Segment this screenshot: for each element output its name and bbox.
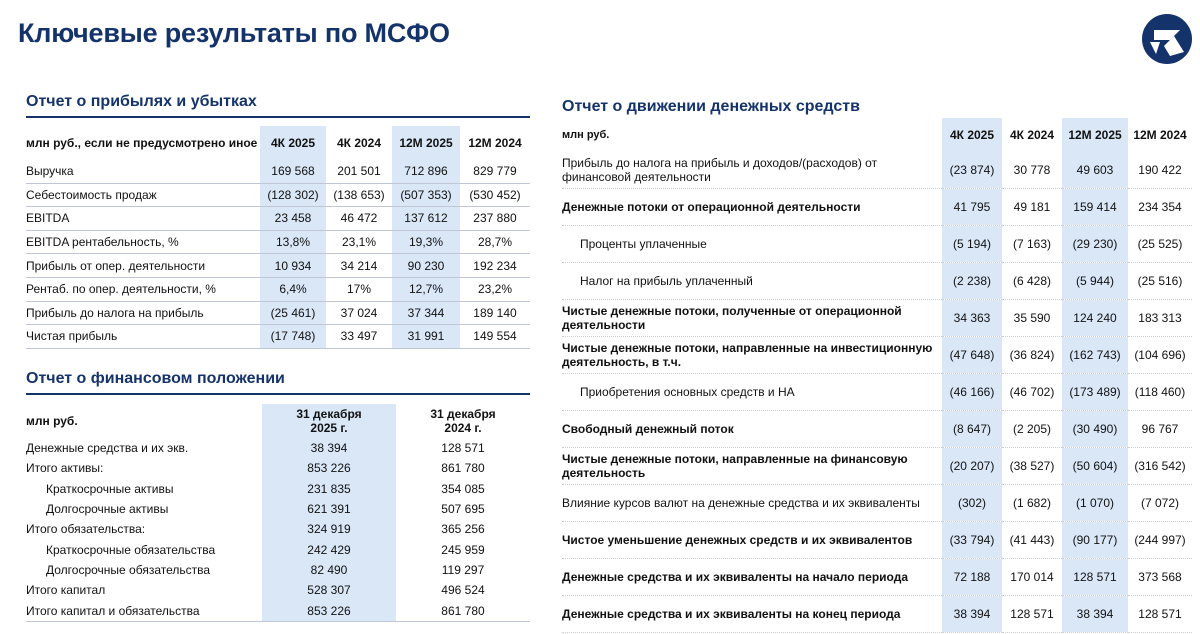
cell-value: (6 428) (1002, 263, 1062, 300)
cell-value: 861 780 (396, 600, 530, 621)
table-row (562, 522, 1192, 559)
cell-value: 128 571 (441, 441, 485, 456)
cell-value: 137 612 (392, 207, 460, 231)
cell-value: 72 188 (942, 559, 1002, 596)
cell-value: 853 226 (262, 600, 396, 621)
table-row (26, 438, 530, 458)
cell-value: (29 230) (1062, 226, 1128, 263)
cell-value: 861 780 (441, 461, 485, 476)
table-header-row (562, 118, 1192, 152)
cell-value: (30 490) (1062, 411, 1128, 448)
table-row (562, 411, 1192, 448)
table-row (562, 263, 1192, 300)
cell-value: 245 959 (441, 542, 485, 557)
row-label: Чистые денежные потоки, направленные на финансовую деятельность (562, 448, 942, 485)
cell-value: 46 472 (326, 207, 392, 231)
cell-value: (2 238) (942, 263, 1002, 300)
row-label: Денежные средства и их экв. (26, 441, 189, 456)
column-header: 12М 2025 (1062, 118, 1128, 152)
cell-value: 33 497 (326, 325, 392, 349)
cell-value: (36 824) (1002, 337, 1062, 374)
cell-value: 237 880 (460, 207, 530, 231)
cell-value: 365 256 (441, 522, 485, 537)
table-row (562, 300, 1192, 337)
row-label: Долгосрочные активы (46, 502, 169, 517)
row-label: Прибыль до налога на прибыль (26, 301, 260, 325)
cell-value: 124 240 (1062, 300, 1128, 337)
cell-value: 90 230 (392, 254, 460, 278)
table-row (562, 152, 1192, 189)
cell-value: (33 794) (942, 522, 1002, 559)
cell-value: 31 991 (392, 325, 460, 349)
cell-value: 507 695 (441, 502, 485, 517)
row-label: Итого капитал и обязательства (26, 600, 262, 621)
unit-label: млн руб. (26, 414, 78, 428)
row-label: Рентаб. по опер. деятельности, % (26, 277, 260, 301)
row-label: Итого капитал (26, 583, 106, 598)
cell-value: 34 214 (326, 254, 392, 278)
cell-value: (2 205) (1002, 411, 1062, 448)
row-label: Краткосрочные активы (46, 481, 174, 496)
column-header: 4К 2024 (1009, 128, 1055, 142)
table-row (26, 183, 530, 207)
cell-value: 37 024 (326, 301, 392, 325)
cell-value: 159 414 (1062, 189, 1128, 226)
row-label: Денежные средства и их эквиваленты на начало периода (562, 559, 942, 596)
table-row (26, 160, 530, 183)
unit-label: млн руб. (562, 129, 610, 141)
cell-value: 96 767 (1128, 411, 1192, 448)
cell-value: (7 072) (1128, 485, 1192, 522)
column-header: 12М 2025 (392, 126, 460, 160)
row-label: Свободный денежный поток (562, 411, 942, 448)
row-label: Прибыль от опер. деятельности (26, 254, 260, 278)
cell-value: (128 302) (260, 183, 326, 207)
cell-value: 82 490 (262, 560, 396, 580)
cell-value: 829 779 (460, 160, 530, 183)
cell-value: 190 422 (1128, 152, 1192, 189)
cell-value: (25 516) (1128, 263, 1192, 300)
cell-value: (5 944) (1062, 263, 1128, 300)
cell-value: 192 234 (460, 254, 530, 278)
cell-value: 324 919 (262, 519, 396, 539)
unit-label: млн руб., если не предусмотрено иное (26, 136, 258, 150)
cell-value: 169 568 (260, 160, 326, 183)
cell-value: 354 085 (441, 481, 485, 496)
table-row (26, 254, 530, 278)
table-row (26, 519, 530, 539)
cell-value: (7 163) (1002, 226, 1062, 263)
income-statement-title: Отчет о прибылях и убытках (26, 93, 257, 110)
financial-position-title: Отчет о финансовом положении (26, 370, 285, 387)
cell-value: 128 571 (1128, 596, 1192, 633)
row-label: Денежные потоки от операционной деятельности (562, 189, 942, 226)
cell-value: 38 394 (942, 596, 1002, 633)
table-row (26, 277, 530, 301)
row-label: EBITDA рентабельность, % (26, 230, 260, 254)
row-label: Чистая прибыль (26, 325, 260, 349)
cell-value: 28,7% (460, 230, 530, 254)
cell-value: 41 795 (942, 189, 1002, 226)
cell-value: (25 525) (1128, 226, 1192, 263)
table-row (562, 559, 1192, 596)
table-row (26, 230, 530, 254)
cell-value: 49 181 (1002, 189, 1062, 226)
cell-value: 6,4% (260, 277, 326, 301)
row-label: EBITDA (26, 207, 260, 231)
cell-value: (118 460) (1128, 374, 1192, 411)
cell-value: 17% (326, 277, 392, 301)
column-header: 4К 2024 (336, 136, 382, 150)
income-statement-table (26, 126, 530, 349)
cell-value: (25 461) (260, 301, 326, 325)
table-row (26, 325, 530, 349)
financial-position-table (26, 404, 530, 622)
row-label: Денежные средства и их эквиваленты на конец периода (562, 596, 942, 633)
cell-value: (90 177) (1062, 522, 1128, 559)
table-row (562, 337, 1192, 374)
row-label: Прибыль до налога на прибыль и доходов/(расходов) от финансовой деятельности (562, 152, 942, 189)
cell-value: (104 696) (1128, 337, 1192, 374)
cell-value: 242 429 (262, 539, 396, 559)
cell-value: (46 166) (942, 374, 1002, 411)
row-label: Чистые денежные потоки, полученные от операционной деятельности (562, 300, 942, 337)
cell-value: 128 571 (1002, 596, 1062, 633)
table-row (562, 448, 1192, 485)
cell-value: 10 934 (260, 254, 326, 278)
column-header: 4К 2025 (942, 118, 1002, 152)
cell-value: (507 353) (392, 183, 460, 207)
cell-value: (530 452) (460, 183, 530, 207)
cell-value: (47 648) (942, 337, 1002, 374)
income-statement-rule (26, 116, 530, 118)
cell-value: (1 070) (1062, 485, 1128, 522)
row-label: Налог на прибыль уплаченный (562, 263, 942, 300)
financial-position-rule (26, 393, 530, 395)
table-row (562, 226, 1192, 263)
cell-value: 119 297 (441, 562, 485, 577)
cell-value: 183 313 (1128, 300, 1192, 337)
cell-value: 128 571 (1062, 559, 1128, 596)
cell-value: 35 590 (1002, 300, 1062, 337)
cell-value: 189 140 (460, 301, 530, 325)
table-row (562, 374, 1192, 411)
cell-value: (244 997) (1128, 522, 1192, 559)
cell-value: 149 554 (460, 325, 530, 349)
table-row (26, 560, 530, 580)
table-row (26, 207, 530, 231)
cell-value: 712 896 (392, 160, 460, 183)
cell-value: 49 603 (1062, 152, 1128, 189)
cell-value: 34 363 (942, 300, 1002, 337)
cell-value: (46 702) (1002, 374, 1062, 411)
table-row (26, 539, 530, 559)
company-logo-icon (1140, 12, 1194, 66)
row-label: Влияние курсов валют на денежные средства и их эквиваленты (562, 485, 942, 522)
table-row (562, 189, 1192, 226)
page-title: Ключевые результаты по МСФО (18, 18, 450, 48)
cash-flow-table (562, 118, 1192, 633)
row-label: Чистые денежные потоки, направленные на инвестиционную деятельность, в т.ч. (562, 337, 942, 374)
cell-value: (5 194) (942, 226, 1002, 263)
cell-value: (38 527) (1002, 448, 1062, 485)
row-label: Итого обязательства: (26, 522, 146, 537)
cell-value: 37 344 (392, 301, 460, 325)
row-label: Краткосрочные обязательства (46, 542, 216, 557)
table-row (562, 485, 1192, 522)
cell-value: 30 778 (1002, 152, 1062, 189)
cell-value: 23,1% (326, 230, 392, 254)
cell-value: 853 226 (262, 458, 396, 478)
cell-value: (17 748) (260, 325, 326, 349)
cell-value: 528 307 (262, 580, 396, 600)
column-header: 12М 2024 (1133, 128, 1187, 142)
cell-value: 234 354 (1128, 189, 1192, 226)
cell-value: (138 653) (326, 183, 392, 207)
cell-value: (302) (942, 485, 1002, 522)
cell-value: 201 501 (326, 160, 392, 183)
table-row (26, 301, 530, 325)
cell-value: (20 207) (942, 448, 1002, 485)
cell-value: (1 682) (1002, 485, 1062, 522)
cell-value: 496 524 (441, 583, 485, 598)
cell-value: 12,7% (392, 277, 460, 301)
cell-value: (50 604) (1062, 448, 1128, 485)
cell-value: 38 394 (262, 438, 396, 458)
cell-value: 170 014 (1002, 559, 1062, 596)
row-label: Чистое уменьшение денежных средств и их эквивалентов (562, 522, 942, 559)
cell-value: (23 874) (942, 152, 1002, 189)
table-row (26, 580, 530, 600)
column-header: 31 декабря 2025 г. (262, 404, 396, 438)
cell-value: (173 489) (1062, 374, 1128, 411)
cell-value: 38 394 (1062, 596, 1128, 633)
cell-value: 231 835 (262, 479, 396, 499)
cell-value: 621 391 (262, 499, 396, 519)
table-row (562, 596, 1192, 633)
cell-value: (162 743) (1062, 337, 1128, 374)
table-row (26, 458, 530, 478)
column-header: 4К 2025 (260, 126, 326, 160)
table-header-row (26, 404, 530, 438)
row-label: Выручка (26, 160, 260, 183)
row-label: Приобретения основных средств и НА (562, 374, 942, 411)
cell-value: (41 443) (1002, 522, 1062, 559)
table-header-row (26, 126, 530, 160)
table-row (26, 600, 530, 621)
row-label: Проценты уплаченные (562, 226, 942, 263)
cell-value: 373 568 (1128, 559, 1192, 596)
row-label: Долгосрочные обязательства (46, 562, 211, 577)
column-header: 12М 2024 (468, 136, 522, 150)
cell-value: (8 647) (942, 411, 1002, 448)
row-label: Итого активы: (26, 461, 104, 476)
table-row (26, 499, 530, 519)
cell-value: 23 458 (260, 207, 326, 231)
cell-value: 19,3% (392, 230, 460, 254)
cash-flow-title: Отчет о движении денежных средств (562, 98, 860, 115)
cell-value: 23,2% (460, 277, 530, 301)
row-label: Себестоимость продаж (26, 183, 260, 207)
cell-value: (316 542) (1128, 448, 1192, 485)
column-header: 31 декабря 2024 г. (430, 407, 496, 435)
table-row (26, 479, 530, 499)
cell-value: 13,8% (260, 230, 326, 254)
